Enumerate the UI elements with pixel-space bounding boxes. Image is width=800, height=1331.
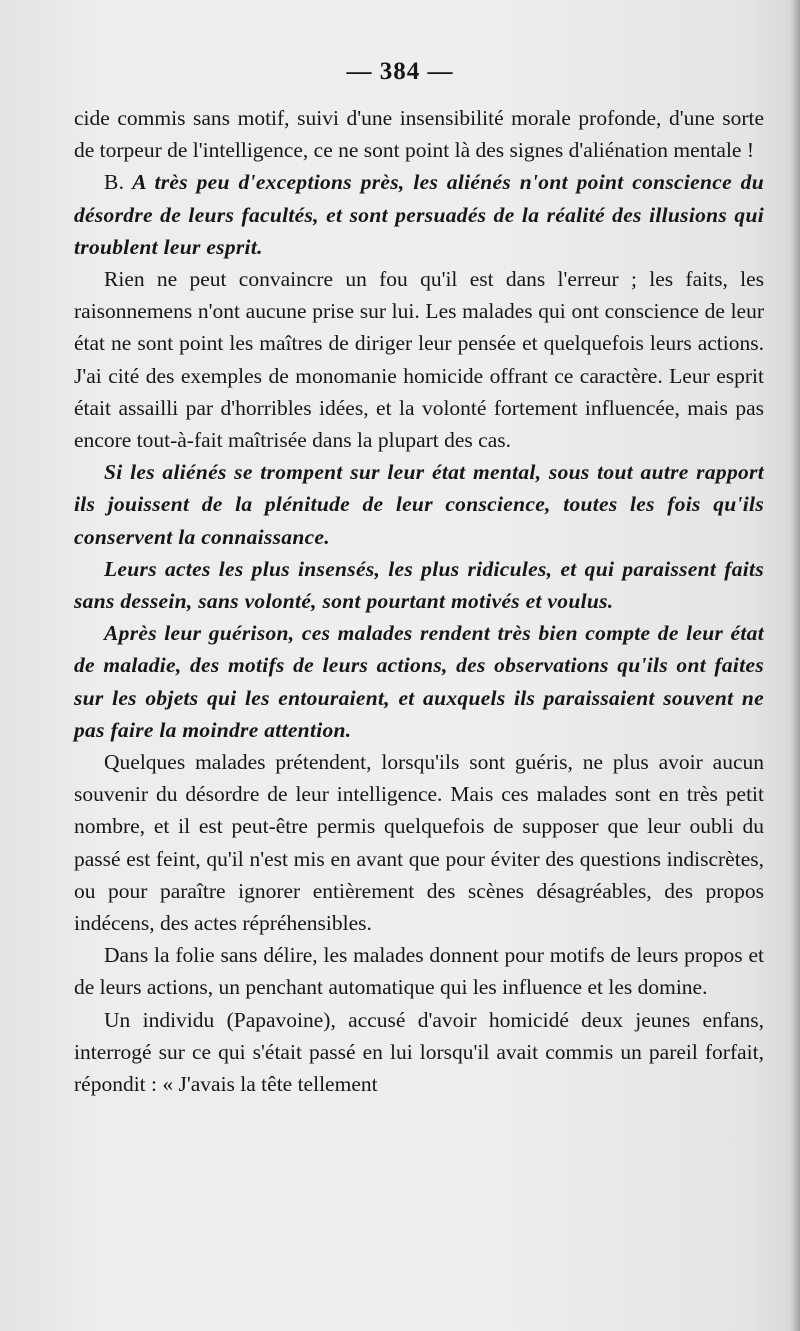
page-number: — 384 — (346, 58, 454, 85)
paragraph: Rien ne peut convaincre un fou qu'il est dans l'erreur ; les faits, les raisonnemens n'ont aucune prise sur lui. Les malades qui ont conscience de leur état ne sont point les maîtres de diriger leur pensée et quelquefois leurs actions. J'ai cité des exemples de monomanie homicide offrant ce caractère. Leur esprit était assailli par d'horribles idées, et la volonté fortement influencée, mais pas encore tout-à-fait maîtrisée dans la plupart des cas. (74, 267, 764, 453)
body-text (74, 102, 764, 1100)
paragraph: Un individu (Papavoine), accusé d'avoir homicidé deux jeunes enfans, interrogé sur ce qui s'était passé en lui lorsqu'il avait commis un pareil forfait, répondit : « J'avais la tête tellement (74, 1007, 764, 1097)
point-b-text: A très peu d'exceptions près, les aliénés n'ont point conscience du désordre de leurs facultés, et sont persuadés de la réalité des illusions qui troublent leur esprit. (74, 170, 764, 259)
paragraph: Quelques malades prétendent, lorsqu'ils sont guéris, ne plus avoir aucun souvenir du désordre de leur intelligence. Mais ces malades sont en très petit nombre, et il est peut-être permis quelquefois de supposer que leur oubli du passé est feint, qu'il n'est mis en avant que pour éviter des questions indiscrètes, ou pour paraître ignorer entièrement des scènes désagréables, des propos indécens, des actes répréhensibles. (74, 750, 764, 936)
paragraph-italic: Leurs actes les plus insensés, les plus ridicules, et qui paraissent faits sans dessein, sans volonté, sont pourtant motivés et voulus. (74, 556, 764, 614)
paragraph-continuation: cide commis sans motif, suivi d'une insensibilité morale profonde, d'une sorte de torpeur de l'intelligence, ce ne sont point là des signes d'aliénation mentale ! (74, 106, 764, 163)
paragraph: Dans la folie sans délire, les malades donnent pour motifs de leurs propos et de leurs actions, un penchant automatique qui les influence et les domine. (74, 943, 764, 1000)
paragraph-italic: Si les aliénés se trompent sur leur état mental, sous tout autre rapport ils jouissent de la plénitude de leur conscience, toutes les fois qu'ils conservent la connaissance. (74, 460, 764, 549)
paragraph-point-b (74, 166, 764, 263)
page-edge-shadow (790, 0, 800, 1331)
point-label: B. (104, 170, 125, 195)
paragraph-italic: Après leur guérison, ces malades rendent très bien compte de leur état de maladie, des motifs de leurs actions, des observations qu'ils ont faites sur les objets qui les entouraient, et auxquels ils paraissaient souvent ne pas faire la moindre attention. (74, 621, 764, 742)
